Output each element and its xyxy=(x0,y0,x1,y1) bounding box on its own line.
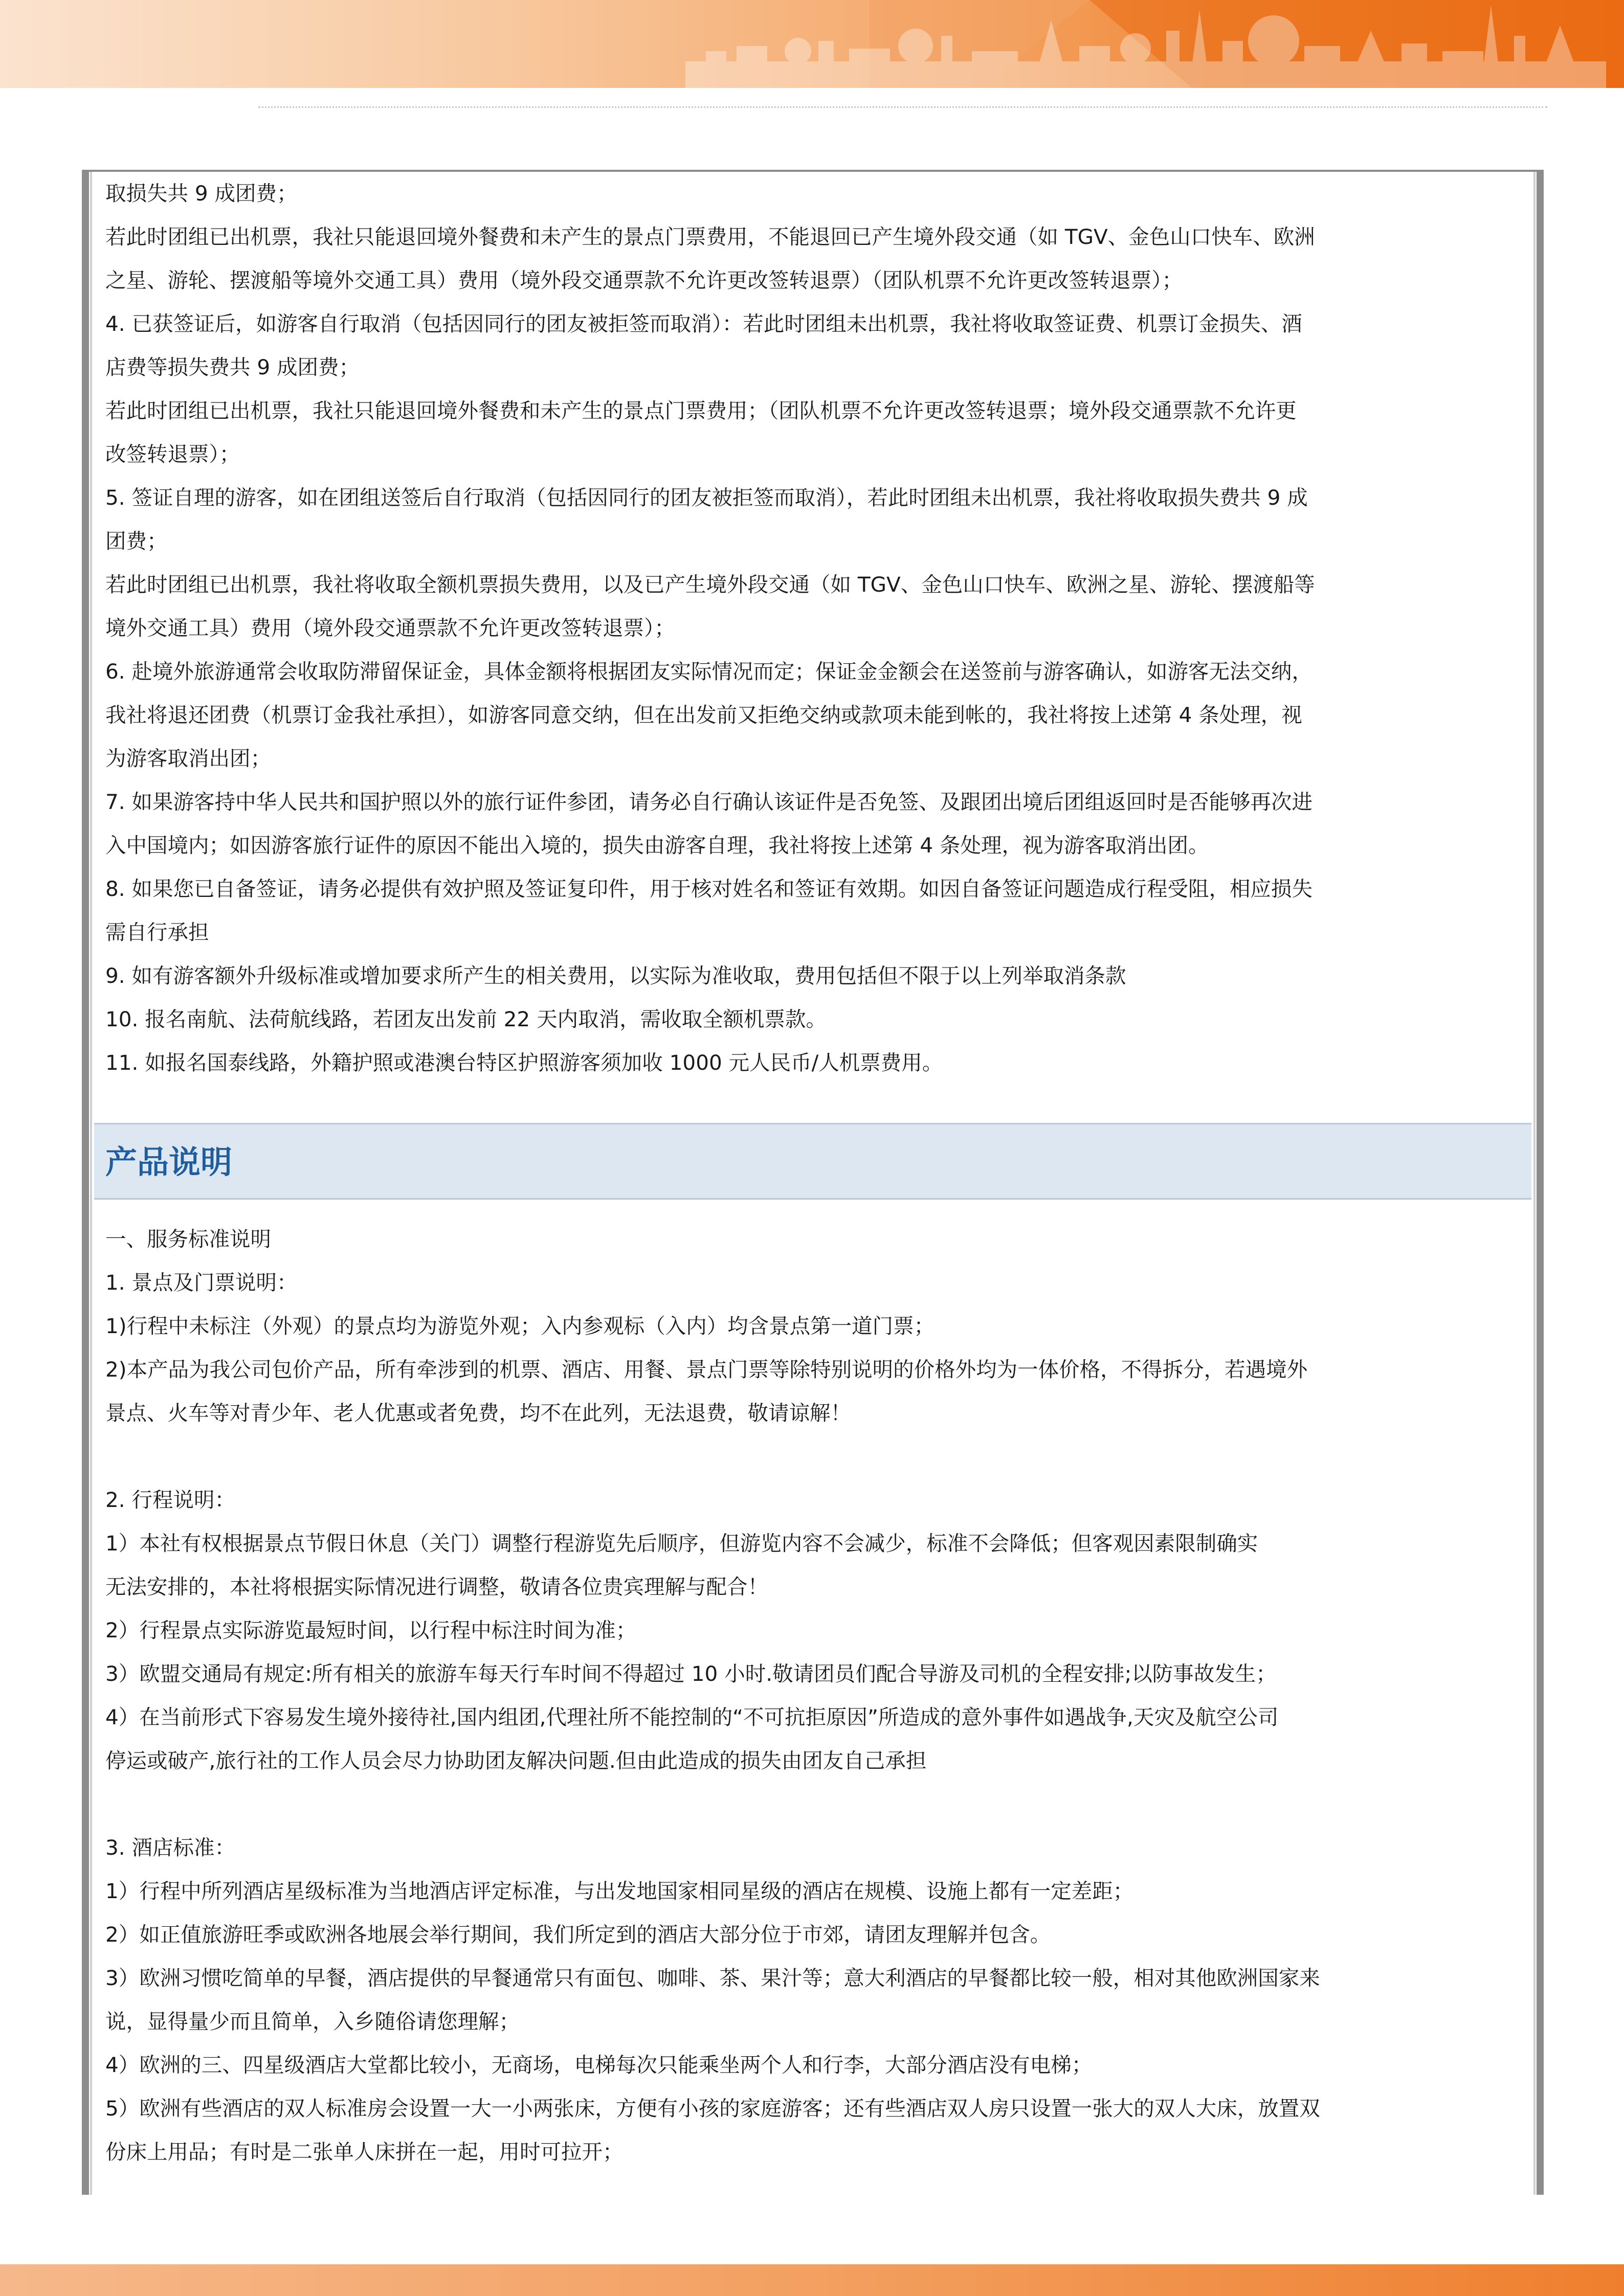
header-divider xyxy=(258,106,1547,108)
text-line: 为游客取消出团； xyxy=(105,746,271,771)
text-line: 1. 景点及门票说明： xyxy=(105,1270,298,1295)
text-line: 2）如正值旅游旺季或欧洲各地展会举行期间，我们所定到的酒店大部分位于市郊，请团友理解并包含。 xyxy=(105,1922,1051,1947)
text-line: 停运或破产,旅行社的工作人员会尽力协助团友解决问题.但由此造成的损失由团友自己承担 xyxy=(105,1748,927,1773)
text-line: 1)行程中未标注（外观）的景点均为游览外观；入内参观标（入内）均含景点第一道门票； xyxy=(105,1314,935,1338)
text-line: 11. 如报名国泰线路，外籍护照或港澳台特区护照游客须加收 1000 元人民币/人机票费用。 xyxy=(105,1050,943,1075)
text-line: 改签转退票）； xyxy=(105,442,240,466)
city-skyline-illustration xyxy=(0,0,1624,88)
text-line: 5）欧洲有些酒店的双人标准房会设置一大一小两张床，方便有小孩的家庭游客；还有些酒店双人房只设置一张大的双人大床，放置双 xyxy=(105,2096,1320,2121)
text-line: 3. 酒店标准： xyxy=(105,1835,236,1860)
spacer xyxy=(105,1435,1524,1478)
text-line: 8. 如果您已自备签证，请务必提供有效护照及签证复印件，用于核对姓名和签证有效期。如因自备签证问题造成行程受阻，相应损失 xyxy=(105,876,1313,901)
text-line: 1）本社有权根据景点节假日休息（关门）调整行程游览先后顺序，但游览内容不会减少，标准不会降低；但客观因素限制确实 xyxy=(105,1531,1258,1556)
text-line: 2. 行程说明： xyxy=(105,1488,236,1512)
text-line: 之星、游轮、摆渡船等境外交通工具）费用（境外段交通票款不允许更改签转退票）（团队机票不允许更改签转退票）； xyxy=(105,268,1183,292)
text-line: 4. 已获签证后，如游客自行取消（包括因同行的团友被拒签而取消）：若此时团组未出机票，我社将收取签证费、机票订金损失、酒 xyxy=(105,311,1302,336)
product-info xyxy=(105,1218,1524,2174)
text-line: 无法安排的，本社将根据实际情况进行调整，敬请各位贵宾理解与配合！ xyxy=(105,1574,768,1599)
text-line: 5. 签证自理的游客，如在团组送签后自行取消（包括因同行的团友被拒签而取消），若此时团组未出机票，我社将收取损失费共 9 成 xyxy=(105,485,1308,510)
text-line: 3）欧盟交通局有规定:所有相关的旅游车每天行车时间不得超过 10 小时.敬请团员们配合导游及司机的全程安排;以防事故发生； xyxy=(105,1661,1277,1686)
text-line: 景点、火车等对青少年、老人优惠或者免费，均不在此列，无法退费，敬请谅解！ xyxy=(105,1401,851,1425)
text-line: 说，显得量少而且简单，入乡随俗请您理解； xyxy=(105,2009,520,2034)
cancellation-terms xyxy=(105,172,1524,1085)
text-line: 店费等损失费共 9 成团费； xyxy=(105,355,360,379)
text-line: 取损失共 9 成团费； xyxy=(105,181,298,206)
text-line: 1）行程中所列酒店星级标准为当地酒店评定标准，与出发地国家相同星级的酒店在规模、设施上都有一定差距； xyxy=(105,1879,1134,1903)
text-line: 份床上用品；有时是二张单人床拼在一起，用时可拉开； xyxy=(105,2140,624,2164)
text-line: 4）欧洲的三、四星级酒店大堂都比较小，无商场，电梯每次只能乘坐两个人和行李，大部分酒店没有电梯； xyxy=(105,2053,1093,2077)
text-line: 2）行程景点实际游览最短时间，以行程中标注时间为准； xyxy=(105,1618,637,1642)
text-line: 9. 如有游客额外升级标准或增加要求所产生的相关费用，以实际为准收取，费用包括但不限于以上列举取消条款 xyxy=(105,963,1126,988)
footer-band xyxy=(0,2264,1624,2296)
section-header-product-info xyxy=(94,1123,1531,1200)
content-panel xyxy=(82,170,1544,2195)
spacer xyxy=(105,1783,1524,1826)
text-line: 若此时团组已出机票，我社将收取全额机票损失费用，以及已产生境外段交通（如 TGV、金色山口快车、欧洲之星、游轮、摆渡船等 xyxy=(105,572,1315,597)
text-line: 10. 报名南航、法荷航线路，若团友出发前 22 天内取消，需收取全额机票款。 xyxy=(105,1007,827,1031)
header-banner xyxy=(0,0,1624,88)
text-line: 3）欧洲习惯吃简单的早餐，酒店提供的早餐通常只有面包、咖啡、茶、果汁等；意大利酒店的早餐都比较一般，相对其他欧洲国家来 xyxy=(105,1966,1320,1990)
text-line: 团费； xyxy=(105,529,168,553)
text-line: 我社将退还团费（机票订金我社承担），如游客同意交纳，但在出发前又拒绝交纳或款项未能到帐的，我社将按上述第 4 条处理，视 xyxy=(105,703,1302,727)
text-line: 需自行承担 xyxy=(105,920,209,944)
text-line: 4）在当前形式下容易发生境外接待社,国内组团,代理社所不能控制的“不可抗拒原因”所造成的意外事件如遇战争,天灾及航空公司 xyxy=(105,1705,1279,1729)
text-line: 境外交通工具）费用（境外段交通票款不允许更改签转退票）； xyxy=(105,616,675,640)
text-line: 6. 赴境外旅游通常会收取防滞留保证金，具体金额将根据团友实际情况而定；保证金金额会在送签前与游客确认，如游客无法交纳， xyxy=(105,659,1313,684)
text-line: 若此时团组已出机票，我社只能退回境外餐费和未产生的景点门票费用，不能退回已产生境外段交通（如 TGV、金色山口快车、欧洲 xyxy=(105,224,1315,249)
text-line: 7. 如果游客持中华人民共和国护照以外的旅行证件参团，请务必自行确认该证件是否免签、及跟团出境后团组返回时是否能够再次进 xyxy=(105,790,1313,814)
text-line: 2)本产品为我公司包价产品，所有牵涉到的机票、酒店、用餐、景点门票等除特别说明的价格外均为一体价格，不得拆分，若遇境外 xyxy=(105,1357,1308,1382)
text-line: 入中国境内；如因游客旅行证件的原因不能出入境的，损失由游客自理，我社将按上述第 4 条处理，视为游客取消出团。 xyxy=(105,833,1209,858)
text-line: 若此时团组已出机票，我社只能退回境外餐费和未产生的景点门票费用；（团队机票不允许更改签转退票；境外段交通票款不允许更 xyxy=(105,398,1297,423)
text-line: 一、服务标准说明 xyxy=(105,1227,271,1251)
section-title: 产品说明 xyxy=(105,1143,233,1181)
